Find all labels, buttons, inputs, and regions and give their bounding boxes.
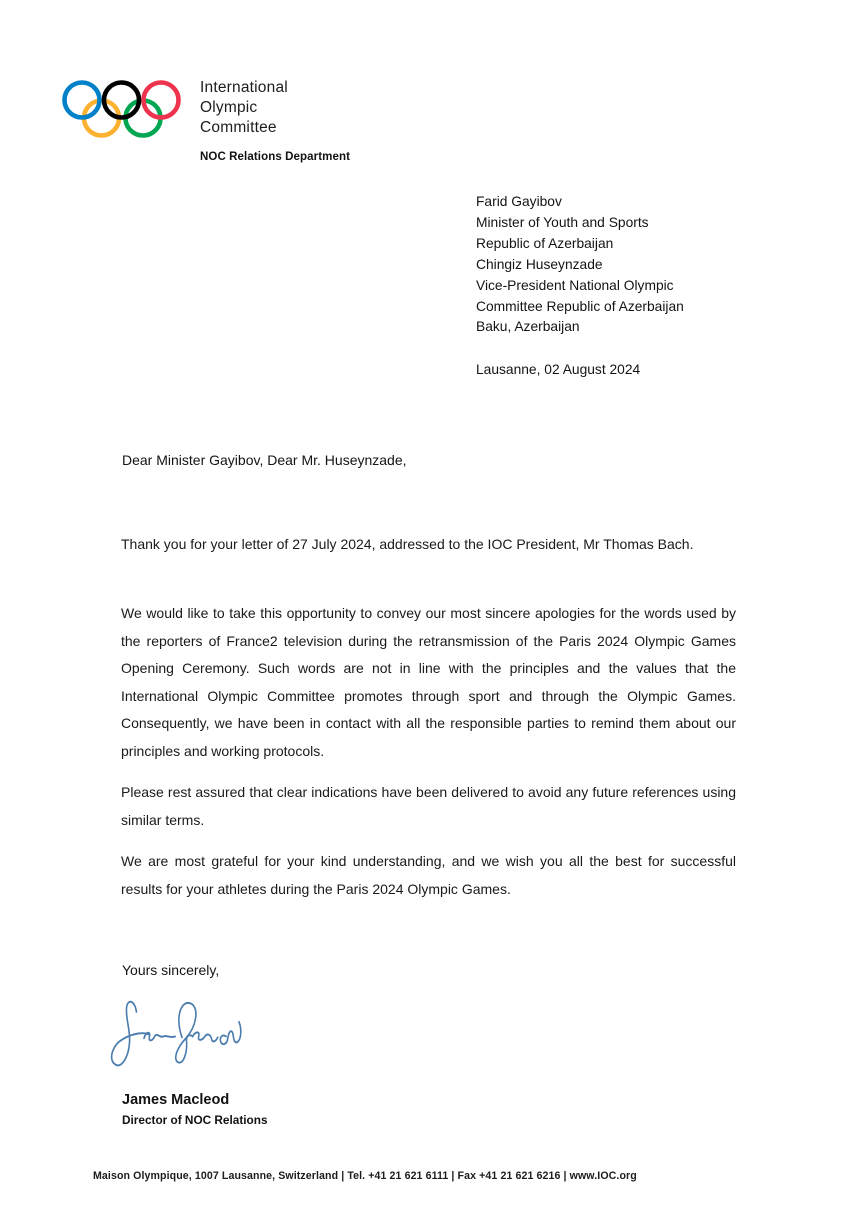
organization-name-line2: Olympic: [200, 99, 258, 116]
body-paragraph-1: Thank you for your letter of 27 July 2024, addressed to the IOC President, Mr Thomas Bach.: [121, 536, 694, 552]
recipient-address-block: [476, 192, 684, 338]
body-paragraph-2: We would like to take this opportunity to convey our most sincere apologies for the words used by the reporters of France2 television during the retransmission of the Paris 2024 Olympic Games Opening Ceremony. Such words are not in line with the principles and the values that the International Olympic Committee promotes through sport and through the Olympic Games. Consequently, we have been in contact with all the responsible parties to remind them about our principles and working protocols.: [121, 605, 736, 759]
date-line: Lausanne, 02 August 2024: [476, 362, 641, 377]
recipient-title-2-line1: Vice-President National Olympic: [476, 277, 674, 293]
footer-contact-line: Maison Olympique, 1007 Lausanne, Switzerland | Tel. +41 21 621 6111 | Fax +41 21 621 6216 | www.IOC.org: [93, 1170, 637, 1182]
valediction: Yours sincerely,: [122, 962, 220, 978]
recipient-name-2: Chingiz Huseynzade: [476, 256, 603, 272]
organization-name-line1: International: [200, 79, 288, 96]
recipient-city: Baku, Azerbaijan: [476, 319, 580, 335]
recipient-title-2-line2: Committee Republic of Azerbaijan: [476, 298, 684, 314]
body-paragraph-4: We are most grateful for your kind understanding, and we wish you all the best for successful results for your athletes during the Paris 2024 Olympic Games.: [121, 853, 736, 897]
organization-name: [200, 78, 288, 138]
salutation: Dear Minister Gayibov, Dear Mr. Huseynzade,: [122, 452, 407, 468]
recipient-country: Republic of Azerbaijan: [476, 235, 614, 251]
recipient-name: Farid Gayibov: [476, 194, 562, 209]
signer-title: Director of NOC Relations: [122, 1113, 268, 1127]
olympic-rings-icon: [60, 75, 186, 143]
organization-name-line3: Committee: [200, 119, 277, 136]
department-name: NOC Relations Department: [200, 151, 351, 163]
body-paragraph-3: Please rest assured that clear indications have been delivered to avoid any future references using similar terms.: [121, 784, 736, 828]
recipient-title: Minister of Youth and Sports: [476, 214, 649, 230]
signature-icon: [106, 990, 258, 1072]
signer-name: James Macleod: [122, 1092, 230, 1108]
